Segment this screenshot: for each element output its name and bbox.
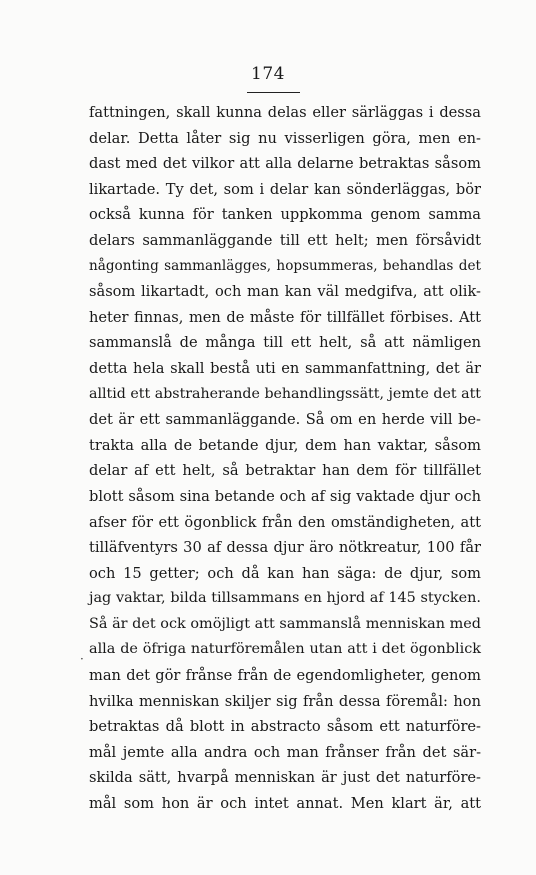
text-line: sammanslå de många till ett helt, så att nämligen bbox=[89, 334, 481, 352]
text-line: alltid ett abstraherande behandlingssätt, jemte det att bbox=[89, 385, 481, 402]
text-line: dast med det vilkor att alla delarne betraktas såsom bbox=[89, 155, 481, 173]
text-line: heter finnas, men de måste för tillfället förbises. Att bbox=[89, 308, 481, 326]
text-line: såsom likartadt, och man kan väl medgifva, att olik- bbox=[89, 283, 481, 301]
text-line: delar. Detta låter sig nu visserligen göra, men en- bbox=[89, 129, 481, 147]
text-line: man det gör frånse från de egendomligheter, genom bbox=[89, 667, 481, 685]
text-line: det är ett sammanläggande. Så om en herde vill be- bbox=[89, 411, 481, 429]
text-line: fattningen, skall kunna delas eller särläggas i dessa bbox=[89, 104, 481, 121]
text-line: jag vaktar, bilda tillsammans en hjord af 145 stycken. bbox=[89, 590, 481, 607]
text-line: Så är det ock omöjligt att sammanslå menniskan med bbox=[89, 615, 481, 632]
text-line: hvilka menniskan skiljer sig från dessa föremål: hon bbox=[89, 692, 481, 710]
text-line: tilläfventyrs 30 af dessa djur äro nötkreatur, 100 får bbox=[89, 539, 481, 557]
page-number: 174 bbox=[251, 64, 285, 84]
text-line: alla de öfriga naturföremålen utan att i det ögonblick bbox=[89, 641, 481, 658]
page-number-rule bbox=[247, 92, 300, 93]
margin-mark: · bbox=[80, 652, 84, 666]
text-line: delar af ett helt, så betraktar han dem för tillfället bbox=[89, 462, 481, 480]
text-line: delars sammanläggande till ett helt; men försåvidt bbox=[89, 231, 481, 249]
text-line: detta hela skall bestå uti en sammanfattning, det är bbox=[89, 359, 481, 377]
text-line: skilda sätt, hvarpå menniskan är just det naturföre- bbox=[89, 769, 481, 787]
text-line: mål jemte alla andra och man frånser från det sär- bbox=[89, 743, 481, 761]
text-line: också kunna för tanken uppkomma genom samma bbox=[89, 206, 481, 224]
text-line: afser för ett ögonblick från den omständigheten, att bbox=[89, 513, 481, 531]
text-line: mål som hon är och intet annat. Men klart är, att bbox=[89, 795, 481, 813]
text-line: likartade. Ty det, som i delar kan sönderläggas, bör bbox=[89, 180, 481, 198]
text-line: trakta alla de betande djur, dem han vaktar, såsom bbox=[89, 436, 481, 454]
body-text bbox=[89, 100, 481, 817]
text-line: och 15 getter; och då kan han säga: de djur, som bbox=[89, 564, 481, 582]
text-line: blott såsom sina betande och af sig vaktade djur och bbox=[89, 487, 481, 505]
text-line: någonting sammanlägges, hopsummeras, behandlas det bbox=[89, 257, 481, 274]
text-line: betraktas då blott in abstracto såsom ett naturföre- bbox=[89, 718, 481, 736]
